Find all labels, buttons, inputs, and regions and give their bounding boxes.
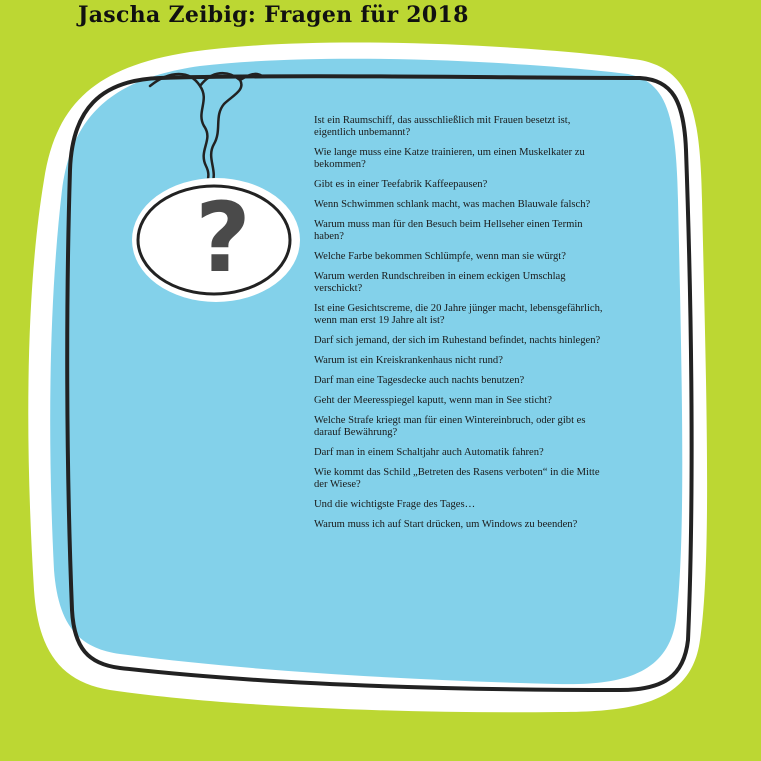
question-item: Darf sich jemand, der sich im Ruhestand befindet, nachts hinlegen? <box>314 335 601 346</box>
question-item: Warum muss man für den Besuch beim Hellseher einen Termin haben? <box>314 219 583 242</box>
question-item: Wie kommt das Schild „Betreten des Rasens verboten“ in die Mitte der Wiese? <box>314 467 600 490</box>
question-item: Darf man in einem Schaltjahr auch Automatik fahren? <box>314 447 544 458</box>
question-mark-icon: ? <box>195 182 251 294</box>
question-item: Ist eine Gesichtscreme, die 20 Jahre jünger macht, lebensgefährlich, wenn man erst 19 Jahre alt ist? <box>314 303 603 326</box>
question-item: Welche Strafe kriegt man für einen Wintereinbruch, oder gibt es darauf Bewährung? <box>314 415 586 438</box>
question-item: Wie lange muss eine Katze trainieren, um einen Muskelkater zu bekommen? <box>314 147 585 170</box>
question-item: Welche Farbe bekommen Schlümpfe, wenn man sie würgt? <box>314 251 566 262</box>
question-list <box>314 115 614 539</box>
question-item: Warum muss ich auf Start drücken, um Windows zu beenden? <box>314 519 578 530</box>
question-item: Gibt es in einer Teefabrik Kaffeepausen? <box>314 179 488 190</box>
page-title: Jascha Zeibig: Fragen für 2018 <box>78 2 469 28</box>
question-item: Geht der Meeresspiegel kaputt, wenn man in See sticht? <box>314 395 552 406</box>
question-item: Warum werden Rundschreiben in einem eckigen Umschlag verschickt? <box>314 271 566 294</box>
question-item: Wenn Schwimmen schlank macht, was machen Blauwale falsch? <box>314 199 591 210</box>
question-item: Darf man eine Tagesdecke auch nachts benutzen? <box>314 375 525 386</box>
question-item: Ist ein Raumschiff, das ausschließlich mit Frauen besetzt ist, eigentlich unbemannt? <box>314 115 571 138</box>
question-item: Und die wichtigste Frage des Tages… <box>314 499 476 510</box>
question-item: Warum ist ein Kreiskrankenhaus nicht rund? <box>314 355 503 366</box>
